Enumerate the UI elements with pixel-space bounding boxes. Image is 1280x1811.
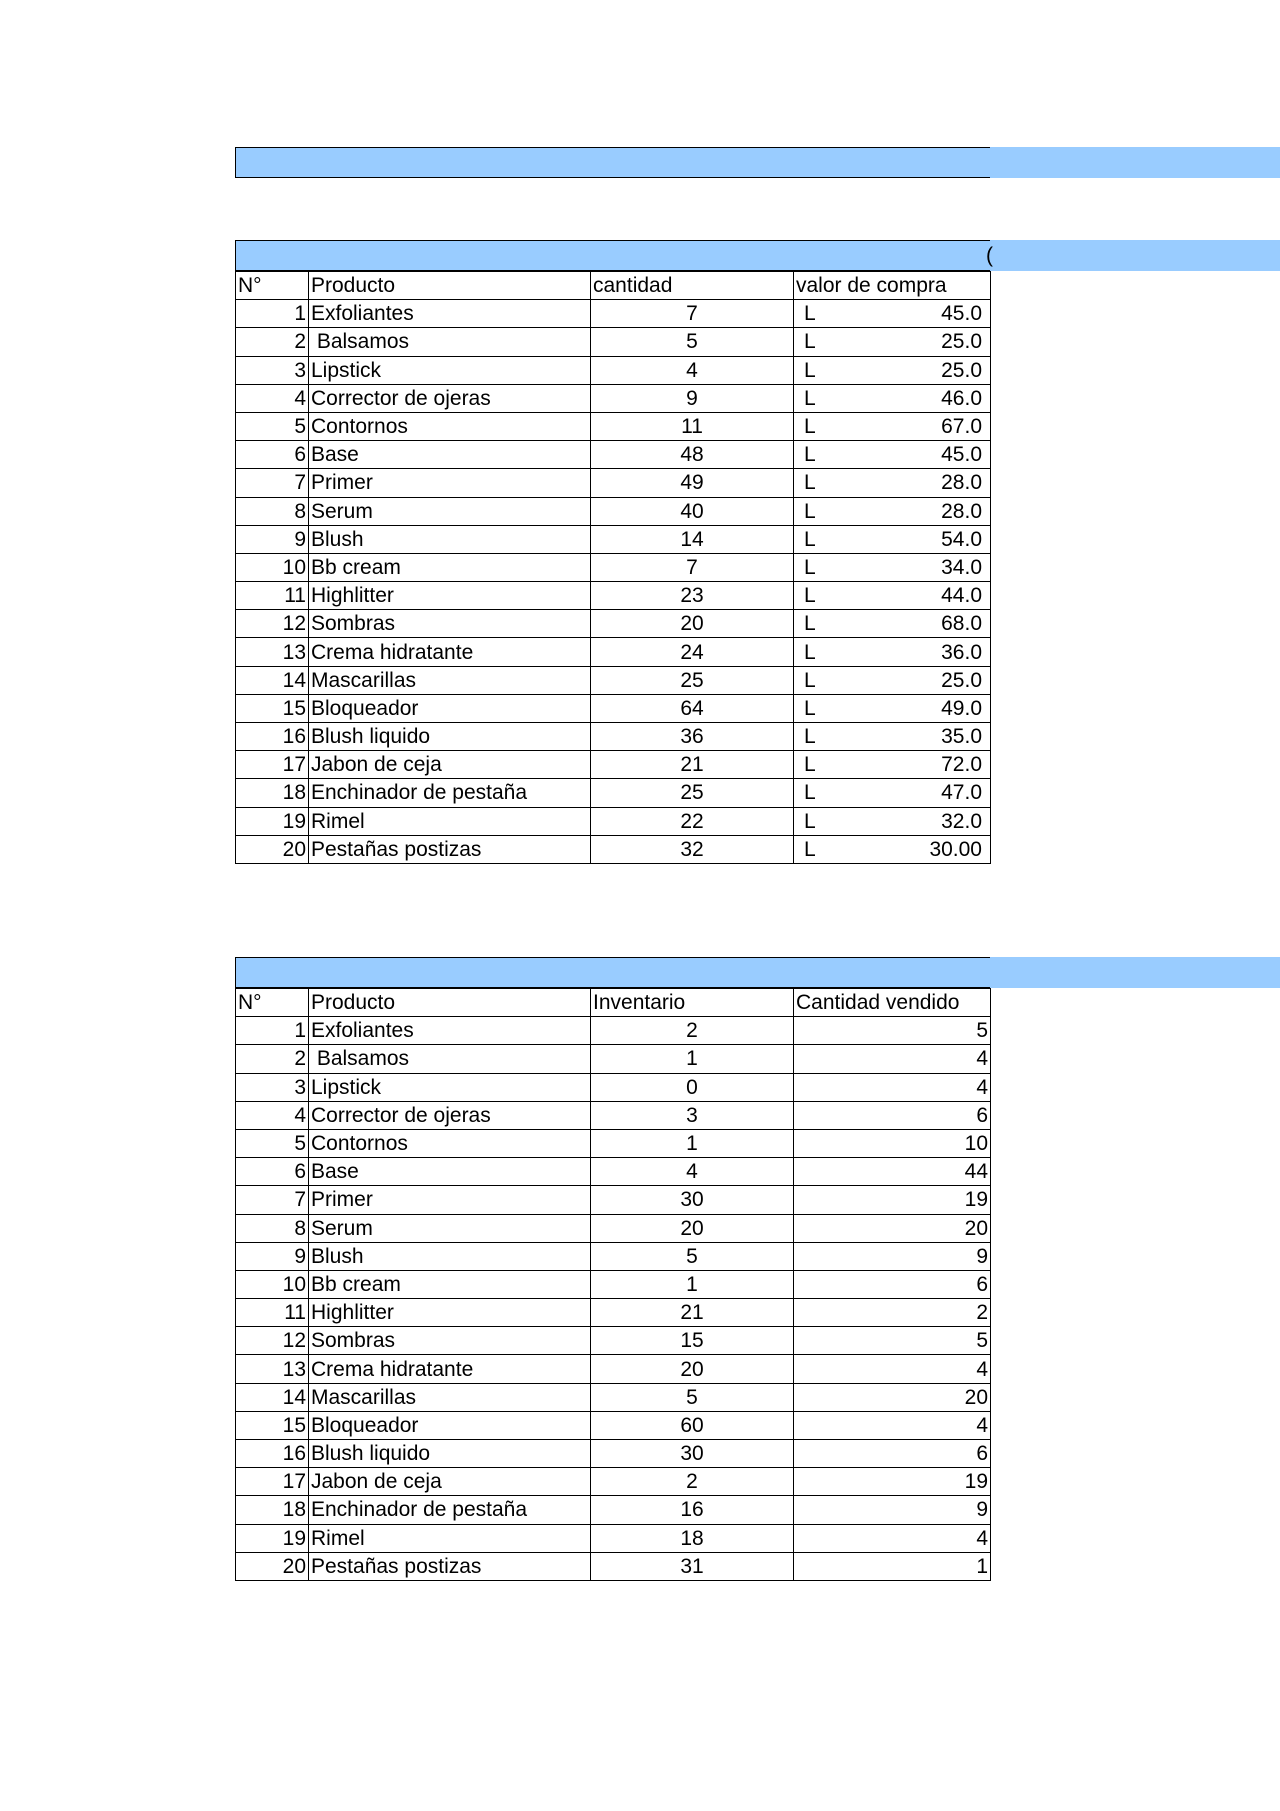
row-number: 2 xyxy=(236,328,309,356)
row-number: 16 xyxy=(236,723,309,751)
product-name: Sombras xyxy=(309,1327,591,1355)
row-number: 8 xyxy=(236,497,309,525)
purchase-value: 68.0 xyxy=(941,612,982,636)
purchase-value: 34.0 xyxy=(941,555,982,579)
quantity-sold: 19 xyxy=(794,1468,991,1496)
product-name: Balsamos xyxy=(309,1045,591,1073)
quantity-sold: 6 xyxy=(794,1101,991,1129)
row-number: 17 xyxy=(236,751,309,779)
table-row xyxy=(236,1242,991,1270)
inventory: 21 xyxy=(591,1299,794,1327)
table-row xyxy=(236,469,991,497)
row-number: 4 xyxy=(236,1101,309,1129)
product-name: Lipstick xyxy=(309,356,591,384)
row-number: 5 xyxy=(236,1129,309,1157)
row-number: 17 xyxy=(236,1468,309,1496)
inventory: 60 xyxy=(591,1411,794,1439)
row-number: 20 xyxy=(236,835,309,863)
purchase-value-cell xyxy=(794,497,991,525)
purchase-value-cell xyxy=(794,582,991,610)
product-name: Blush liquido xyxy=(309,723,591,751)
inventory: 31 xyxy=(591,1552,794,1580)
table-row xyxy=(236,1355,991,1383)
product-name: Bb cream xyxy=(309,553,591,581)
row-number: 16 xyxy=(236,1440,309,1468)
currency-symbol: L xyxy=(804,837,816,861)
quantity: 4 xyxy=(591,356,794,384)
table-row xyxy=(236,1496,991,1524)
product-name: Bloqueador xyxy=(309,1411,591,1439)
table-row xyxy=(236,751,991,779)
product-name: Blush xyxy=(309,525,591,553)
table-row xyxy=(236,412,991,440)
row-number: 20 xyxy=(236,1552,309,1580)
product-name: Balsamos xyxy=(309,328,591,356)
purchase-value-cell xyxy=(794,751,991,779)
product-name: Exfoliantes xyxy=(309,300,591,328)
quantity-sold: 44 xyxy=(794,1158,991,1186)
row-number: 19 xyxy=(236,807,309,835)
quantity-sold: 20 xyxy=(794,1383,991,1411)
row-number: 3 xyxy=(236,1073,309,1101)
currency-symbol: L xyxy=(804,640,816,664)
product-name: Base xyxy=(309,1158,591,1186)
quantity-sold: 19 xyxy=(794,1186,991,1214)
currency-symbol: L xyxy=(804,555,816,579)
quantity-sold: 5 xyxy=(794,1327,991,1355)
table-row xyxy=(236,356,991,384)
table-row xyxy=(236,666,991,694)
purchase-value: 46.0 xyxy=(941,386,982,410)
inventory: 4 xyxy=(591,1158,794,1186)
column-header: Producto xyxy=(309,989,591,1017)
inventory: 5 xyxy=(591,1383,794,1411)
quantity: 23 xyxy=(591,582,794,610)
row-number: 12 xyxy=(236,610,309,638)
product-name: Contornos xyxy=(309,1129,591,1157)
table-row xyxy=(236,1186,991,1214)
table-row xyxy=(236,1270,991,1298)
inventory: 20 xyxy=(591,1214,794,1242)
inventory: 18 xyxy=(591,1524,794,1552)
purchase-value-cell xyxy=(794,666,991,694)
row-number: 18 xyxy=(236,1496,309,1524)
table-row xyxy=(236,384,991,412)
product-name: Serum xyxy=(309,497,591,525)
table-row xyxy=(236,1552,991,1580)
product-name: Primer xyxy=(309,469,591,497)
row-number: 14 xyxy=(236,1383,309,1411)
table-row xyxy=(236,525,991,553)
product-name: Base xyxy=(309,441,591,469)
purchase-value: 25.0 xyxy=(941,358,982,382)
quantity: 40 xyxy=(591,497,794,525)
column-header: valor de compra xyxy=(794,272,991,300)
inventory: 1 xyxy=(591,1270,794,1298)
table-row xyxy=(236,1073,991,1101)
table-row xyxy=(236,582,991,610)
quantity: 21 xyxy=(591,751,794,779)
currency-symbol: L xyxy=(804,302,816,326)
currency-symbol: L xyxy=(804,443,816,467)
table-row xyxy=(236,1468,991,1496)
quantity-sold: 4 xyxy=(794,1073,991,1101)
table-row xyxy=(236,1045,991,1073)
inventory: 20 xyxy=(591,1355,794,1383)
row-number: 15 xyxy=(236,694,309,722)
quantity: 11 xyxy=(591,412,794,440)
product-name: Corrector de ojeras xyxy=(309,384,591,412)
quantity: 64 xyxy=(591,694,794,722)
table-row xyxy=(236,1327,991,1355)
currency-symbol: L xyxy=(804,696,816,720)
product-name: Rimel xyxy=(309,1524,591,1552)
quantity: 20 xyxy=(591,610,794,638)
purchase-value: 44.0 xyxy=(941,584,982,608)
row-number: 12 xyxy=(236,1327,309,1355)
product-name: Primer xyxy=(309,1186,591,1214)
table-row xyxy=(236,497,991,525)
product-name: Corrector de ojeras xyxy=(309,1101,591,1129)
column-header: N° xyxy=(236,989,309,1017)
row-number: 8 xyxy=(236,1214,309,1242)
currency-symbol: L xyxy=(804,415,816,439)
quantity-sold: 20 xyxy=(794,1214,991,1242)
row-number: 3 xyxy=(236,356,309,384)
quantity: 24 xyxy=(591,638,794,666)
table-row xyxy=(236,1299,991,1327)
table-row xyxy=(236,610,991,638)
product-name: Highlitter xyxy=(309,1299,591,1327)
purchase-value: 35.0 xyxy=(941,725,982,749)
currency-symbol: L xyxy=(804,781,816,805)
row-number: 9 xyxy=(236,525,309,553)
product-name: Pestañas postizas xyxy=(309,1552,591,1580)
product-name: Mascarillas xyxy=(309,1383,591,1411)
product-name: Crema hidratante xyxy=(309,638,591,666)
inventory: 0 xyxy=(591,1073,794,1101)
row-number: 19 xyxy=(236,1524,309,1552)
table-row xyxy=(236,1101,991,1129)
column-header: Inventario xyxy=(591,989,794,1017)
table-row xyxy=(236,638,991,666)
currency-symbol: L xyxy=(804,499,816,523)
product-name: Sombras xyxy=(309,610,591,638)
product-name: Bb cream xyxy=(309,1270,591,1298)
product-name: Pestañas postizas xyxy=(309,835,591,863)
row-number: 1 xyxy=(236,300,309,328)
inventory: 1 xyxy=(591,1045,794,1073)
currency-symbol: L xyxy=(804,471,816,495)
quantity-sold: 6 xyxy=(794,1270,991,1298)
row-number: 1 xyxy=(236,1017,309,1045)
product-name: Serum xyxy=(309,1214,591,1242)
row-number: 10 xyxy=(236,553,309,581)
table-row xyxy=(236,779,991,807)
product-name: Exfoliantes xyxy=(309,1017,591,1045)
inventory: 30 xyxy=(591,1440,794,1468)
purchase-value-cell xyxy=(794,694,991,722)
currency-symbol: L xyxy=(804,527,816,551)
column-header: N° xyxy=(236,272,309,300)
product-name: Lipstick xyxy=(309,1073,591,1101)
quantity-sold: 4 xyxy=(794,1355,991,1383)
product-name: Mascarillas xyxy=(309,666,591,694)
inventory: 16 xyxy=(591,1496,794,1524)
quantity: 32 xyxy=(591,835,794,863)
table-row xyxy=(236,1440,991,1468)
product-name: Rimel xyxy=(309,807,591,835)
purchase-value-cell xyxy=(794,638,991,666)
purchase-value: 28.0 xyxy=(941,499,982,523)
row-number: 4 xyxy=(236,384,309,412)
row-number: 13 xyxy=(236,1355,309,1383)
quantity: 25 xyxy=(591,779,794,807)
purchase-value-cell xyxy=(794,779,991,807)
row-number: 7 xyxy=(236,1186,309,1214)
purchase-value: 32.0 xyxy=(941,809,982,833)
quantity: 14 xyxy=(591,525,794,553)
purchase-value: 30.00 xyxy=(929,837,982,861)
inventory: 5 xyxy=(591,1242,794,1270)
row-number: 5 xyxy=(236,412,309,440)
table-row xyxy=(236,300,991,328)
row-number: 7 xyxy=(236,469,309,497)
purchase-value-cell xyxy=(794,553,991,581)
currency-symbol: L xyxy=(804,753,816,777)
purchase-value: 45.0 xyxy=(941,443,982,467)
currency-symbol: L xyxy=(804,358,816,382)
row-number: 6 xyxy=(236,1158,309,1186)
sales-band-border xyxy=(235,957,990,988)
currency-symbol: L xyxy=(804,725,816,749)
table-row xyxy=(236,723,991,751)
purchases-band-border xyxy=(235,240,990,271)
purchases-band-text: ( xyxy=(986,244,993,267)
product-name: Crema hidratante xyxy=(309,1355,591,1383)
table-row xyxy=(236,807,991,835)
title-band-border xyxy=(235,147,990,178)
inventory: 2 xyxy=(591,1468,794,1496)
table-row xyxy=(236,441,991,469)
purchase-value-cell xyxy=(794,835,991,863)
inventory: 3 xyxy=(591,1101,794,1129)
product-name: Bloqueador xyxy=(309,694,591,722)
column-header: Cantidad vendido xyxy=(794,989,991,1017)
row-number: 18 xyxy=(236,779,309,807)
quantity-sold: 9 xyxy=(794,1242,991,1270)
purchases-header-row xyxy=(236,272,991,300)
purchase-value: 45.0 xyxy=(941,302,982,326)
purchase-value-cell xyxy=(794,356,991,384)
inventory: 2 xyxy=(591,1017,794,1045)
product-name: Enchinador de pestaña xyxy=(309,1496,591,1524)
purchase-value: 54.0 xyxy=(941,527,982,551)
quantity: 22 xyxy=(591,807,794,835)
table-row xyxy=(236,1129,991,1157)
table-row xyxy=(236,553,991,581)
quantity: 49 xyxy=(591,469,794,497)
purchases-table xyxy=(235,271,991,864)
row-number: 15 xyxy=(236,1411,309,1439)
table-row xyxy=(236,328,991,356)
table-row xyxy=(236,1524,991,1552)
purchase-value-cell xyxy=(794,723,991,751)
column-header: Producto xyxy=(309,272,591,300)
column-header: cantidad xyxy=(591,272,794,300)
quantity-sold: 10 xyxy=(794,1129,991,1157)
row-number: 14 xyxy=(236,666,309,694)
table-row xyxy=(236,694,991,722)
quantity-sold: 4 xyxy=(794,1045,991,1073)
product-name: Jabon de ceja xyxy=(309,751,591,779)
inventory: 30 xyxy=(591,1186,794,1214)
purchase-value: 25.0 xyxy=(941,330,982,354)
quantity-sold: 2 xyxy=(794,1299,991,1327)
product-name: Blush xyxy=(309,1242,591,1270)
purchase-value-cell xyxy=(794,610,991,638)
row-number: 10 xyxy=(236,1270,309,1298)
purchase-value-cell xyxy=(794,469,991,497)
quantity-sold: 9 xyxy=(794,1496,991,1524)
quantity: 7 xyxy=(591,300,794,328)
quantity-sold: 5 xyxy=(794,1017,991,1045)
currency-symbol: L xyxy=(804,386,816,410)
table-row xyxy=(236,1017,991,1045)
currency-symbol: L xyxy=(804,612,816,636)
purchase-value-cell xyxy=(794,807,991,835)
purchase-value: 47.0 xyxy=(941,781,982,805)
table-row xyxy=(236,1411,991,1439)
sales-header-row xyxy=(236,989,991,1017)
quantity: 36 xyxy=(591,723,794,751)
product-name: Blush liquido xyxy=(309,1440,591,1468)
currency-symbol: L xyxy=(804,330,816,354)
product-name: Jabon de ceja xyxy=(309,1468,591,1496)
quantity-sold: 4 xyxy=(794,1524,991,1552)
row-number: 11 xyxy=(236,582,309,610)
quantity: 9 xyxy=(591,384,794,412)
purchase-value: 72.0 xyxy=(941,753,982,777)
inventory: 15 xyxy=(591,1327,794,1355)
purchase-value: 25.0 xyxy=(941,668,982,692)
purchase-value: 28.0 xyxy=(941,471,982,495)
row-number: 9 xyxy=(236,1242,309,1270)
table-row xyxy=(236,1214,991,1242)
purchase-value-cell xyxy=(794,441,991,469)
purchase-value: 36.0 xyxy=(941,640,982,664)
sales-table xyxy=(235,988,991,1581)
row-number: 6 xyxy=(236,441,309,469)
purchase-value-cell xyxy=(794,412,991,440)
row-number: 13 xyxy=(236,638,309,666)
table-row xyxy=(236,1158,991,1186)
purchase-value-cell xyxy=(794,328,991,356)
currency-symbol: L xyxy=(804,584,816,608)
quantity-sold: 4 xyxy=(794,1411,991,1439)
purchase-value: 67.0 xyxy=(941,415,982,439)
purchase-value: 49.0 xyxy=(941,696,982,720)
product-name: Enchinador de pestaña xyxy=(309,779,591,807)
currency-symbol: L xyxy=(804,668,816,692)
row-number: 11 xyxy=(236,1299,309,1327)
inventory: 1 xyxy=(591,1129,794,1157)
currency-symbol: L xyxy=(804,809,816,833)
quantity: 25 xyxy=(591,666,794,694)
purchase-value-cell xyxy=(794,384,991,412)
quantity: 5 xyxy=(591,328,794,356)
table-row xyxy=(236,1383,991,1411)
quantity-sold: 1 xyxy=(794,1552,991,1580)
product-name: Contornos xyxy=(309,412,591,440)
table-row xyxy=(236,835,991,863)
product-name: Highlitter xyxy=(309,582,591,610)
quantity: 48 xyxy=(591,441,794,469)
quantity-sold: 6 xyxy=(794,1440,991,1468)
purchase-value-cell xyxy=(794,300,991,328)
quantity: 7 xyxy=(591,553,794,581)
purchase-value-cell xyxy=(794,525,991,553)
row-number: 2 xyxy=(236,1045,309,1073)
